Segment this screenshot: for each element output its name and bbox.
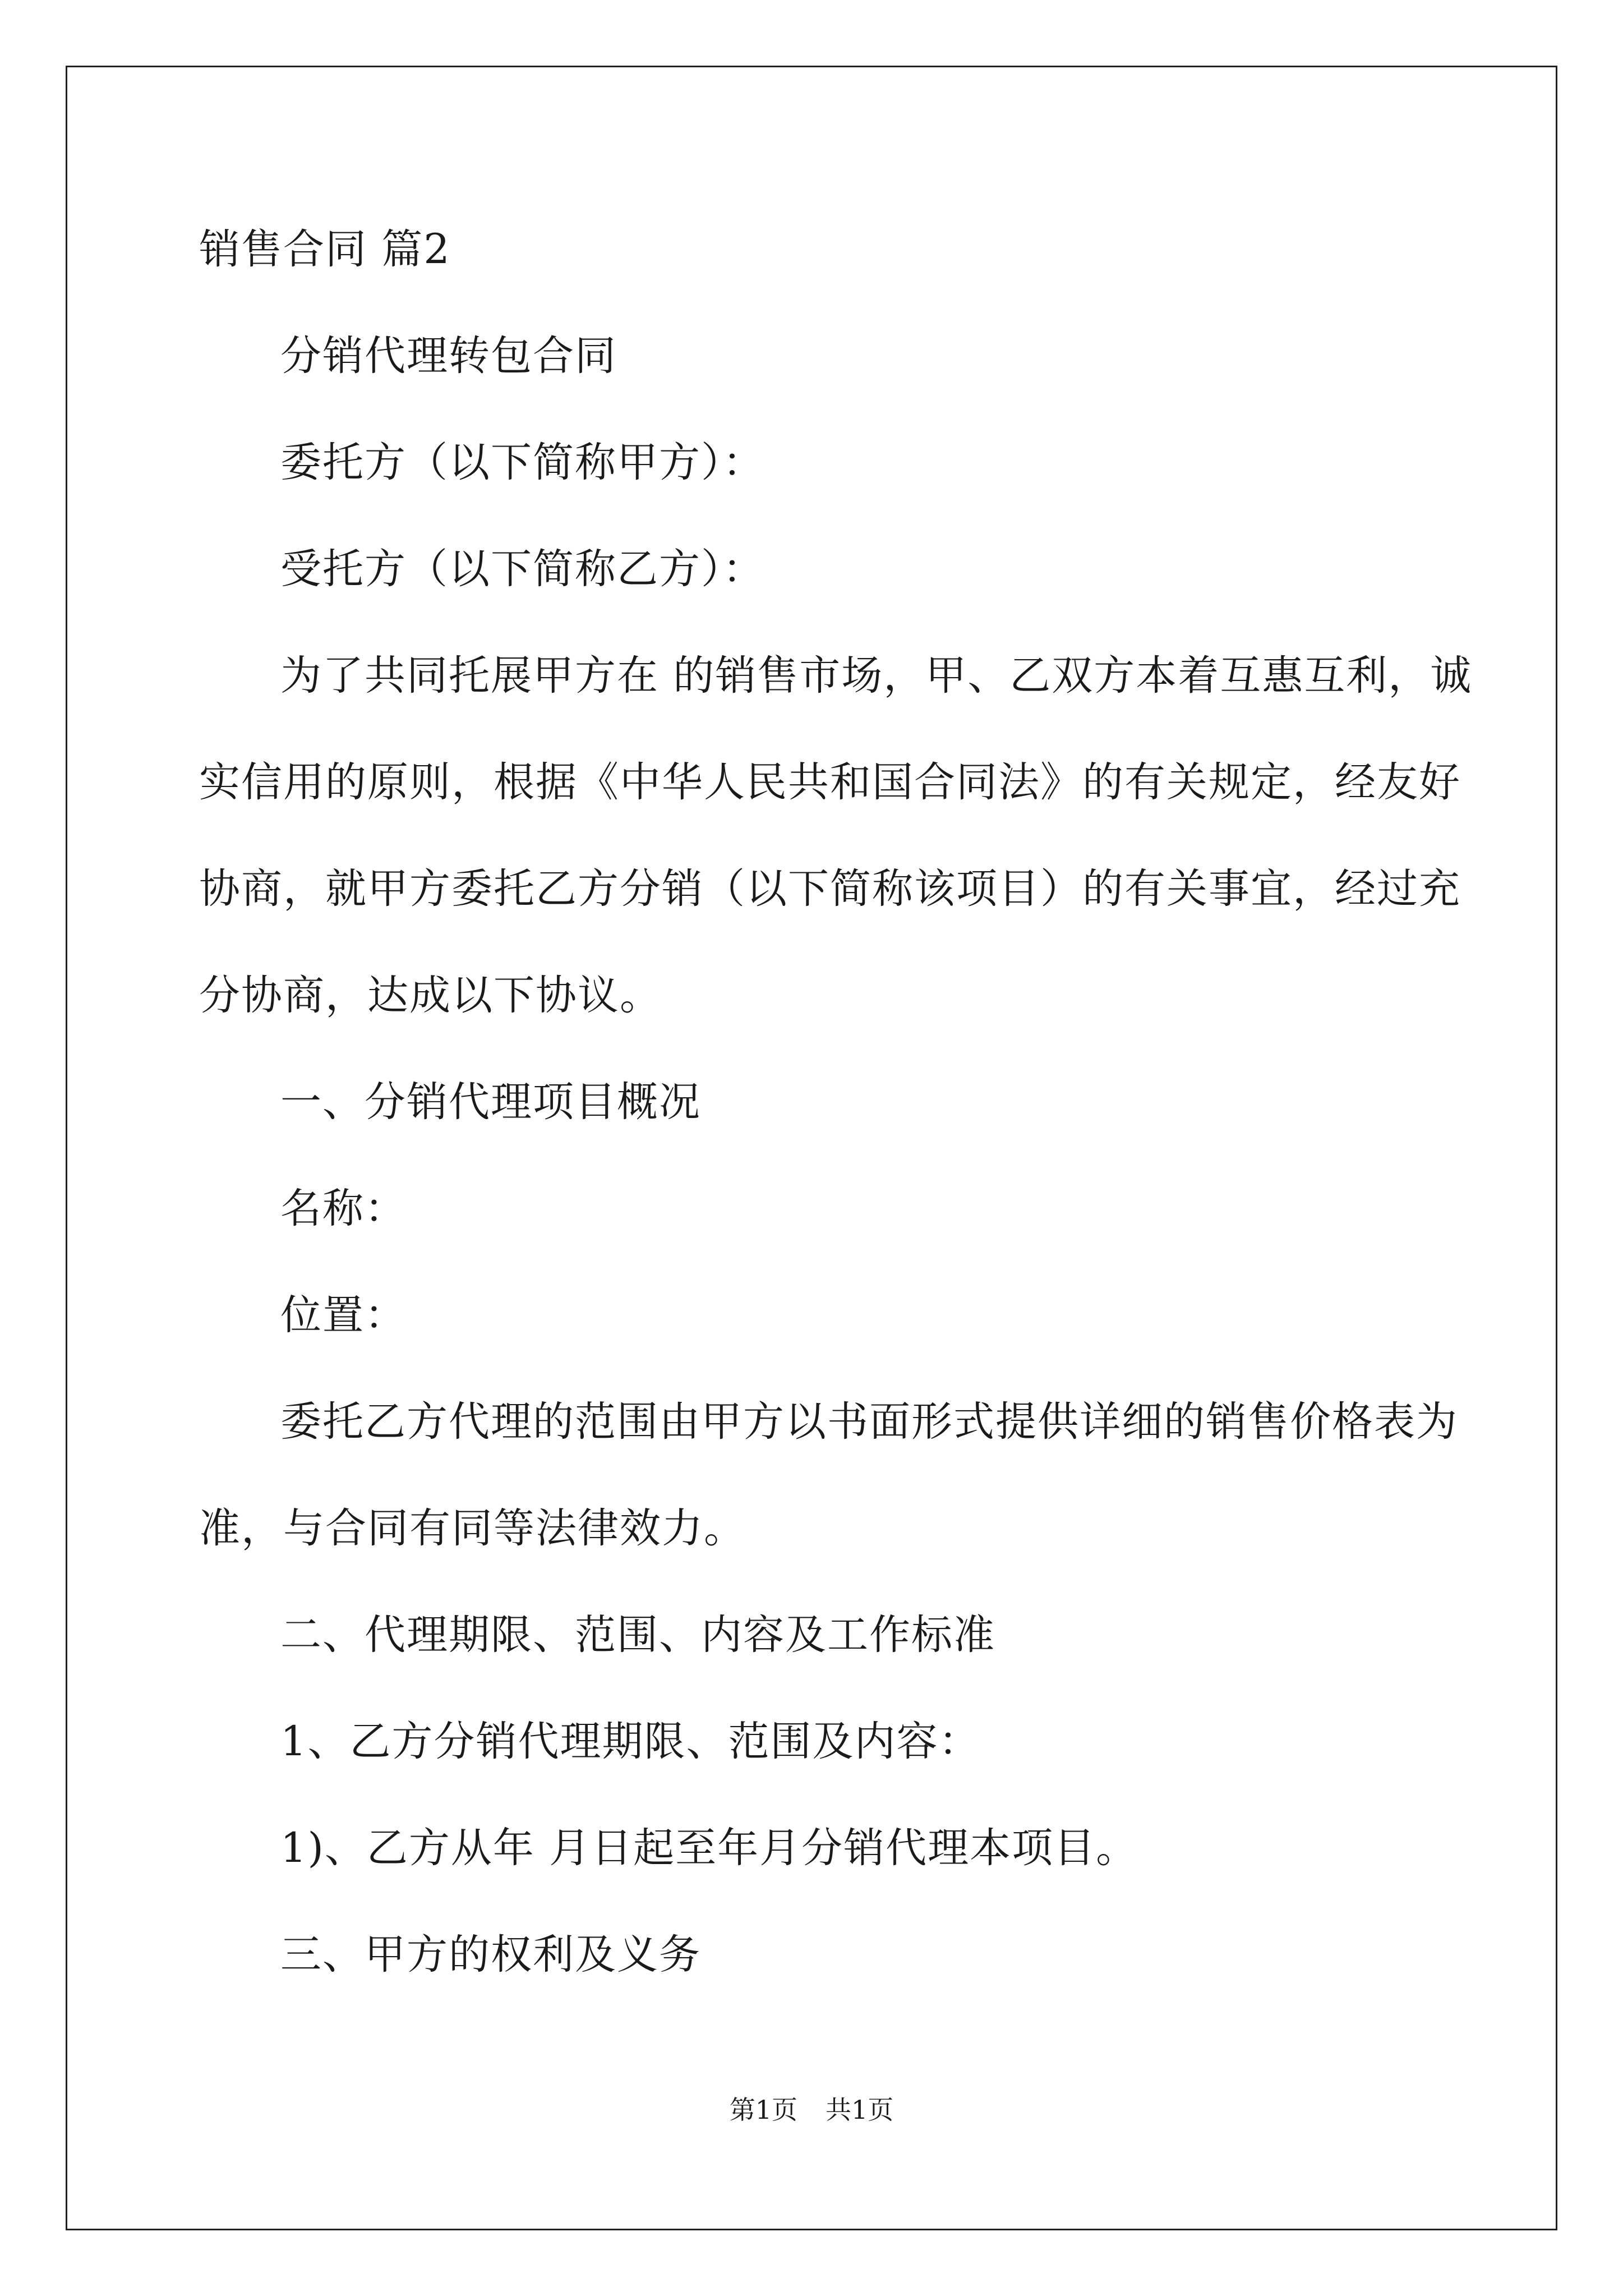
scope-line-1: 委托乙方代理的范围由甲方以书面形式提供详细的销售价格表为: [280, 1398, 1458, 1446]
document-heading: 销售合同 篇2: [199, 226, 451, 273]
clause-1-1-line: 1)、乙方从年 月日起至年月分销代理本项目。: [280, 1824, 1138, 1872]
page-total: 共1页: [826, 2095, 894, 2125]
page-border: [66, 66, 1557, 2230]
preamble-line-2: 实信用的原则，根据《中华人民共和国合同法》的有关规定，经友好: [199, 758, 1461, 806]
section-2-heading: 二、代理期限、范围、内容及工作标准: [280, 1611, 995, 1659]
section-3-heading: 三、甲方的权利及义务: [280, 1931, 701, 1978]
contract-title: 分销代理转包合同: [280, 332, 617, 380]
location-field-line: 位置：: [280, 1291, 407, 1339]
scope-line-2: 准，与合同有同等法律效力。: [199, 1504, 746, 1552]
preamble-line-1: 为了共同托展甲方在 的销售市场，甲、乙双方本着互惠互利，诚: [280, 652, 1473, 700]
name-field-line: 名称：: [280, 1185, 407, 1232]
preamble-line-4: 分协商，达成以下协议。: [199, 972, 662, 1019]
section-1-heading: 一、分销代理项目概况: [280, 1078, 701, 1126]
agent-party-line: 受托方（以下简称乙方）：: [280, 545, 765, 593]
clause-1-line: 1、乙方分销代理期限、范围及内容：: [280, 1718, 981, 1765]
page-number: 第1页: [729, 2095, 797, 2125]
page-footer: [0, 2090, 1623, 2127]
preamble-line-3: 协商，就甲方委托乙方分销（以下简称该项目）的有关事宜，经过充: [199, 865, 1461, 913]
client-party-line: 委托方（以下简称甲方）：: [280, 439, 765, 486]
